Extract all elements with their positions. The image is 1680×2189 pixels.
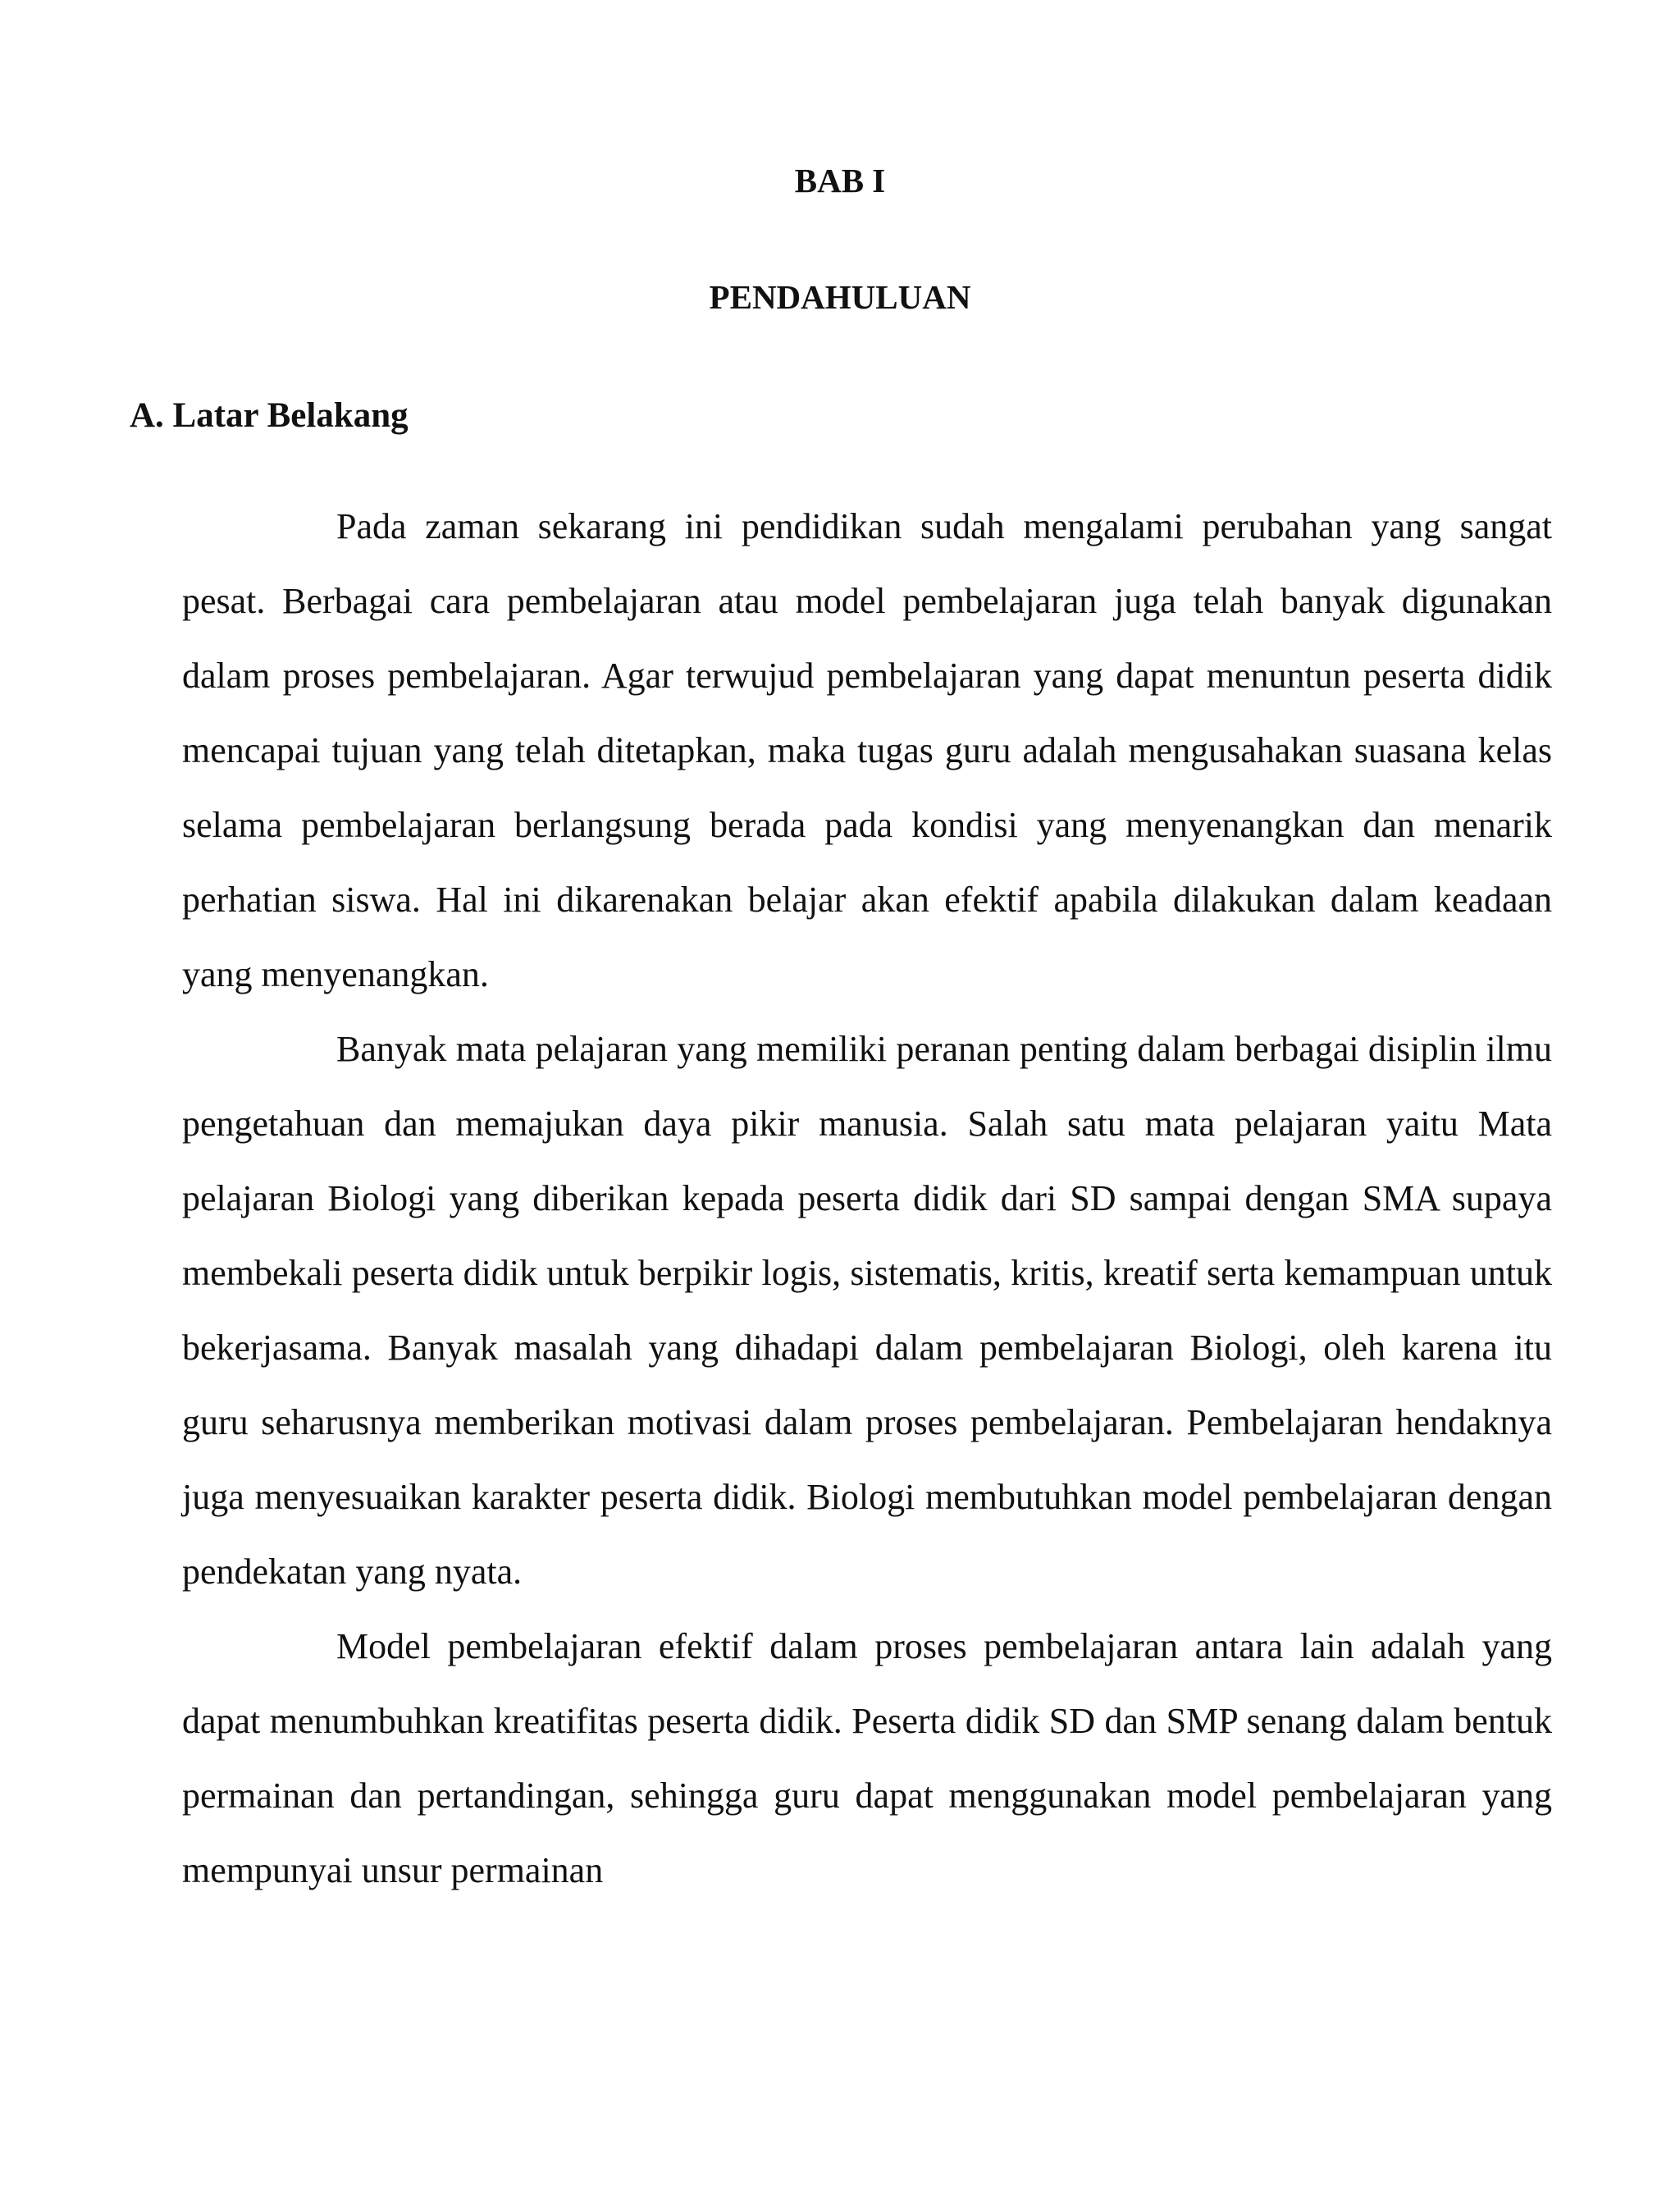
chapter-title: PENDAHULUAN xyxy=(709,278,971,316)
paragraph-1: Pada zaman sekarang ini pendidikan sudah mengalami perubahan yang sangat pesat. Berbagai cara pembelajaran atau model pembelajaran juga telah banyak digunakan dalam proses pembelajaran. Agar terwujud pembelajaran yang dapat menuntun peserta didik mencapai tujuan yang telah ditetapkan, maka tugas guru adalah mengusahakan suasana kelas selama pembelajaran berlangsung berada pada kondisi yang menyenangkan dan menarik perhatian siswa. Hal ini dikarenakan belajar akan efektif apabila dilakukan dalam keadaan yang menyenangkan. xyxy=(182,506,1552,994)
paragraph-3: Model pembelajaran efektif dalam proses pembelajaran antara lain adalah yang dapat menumbuhkan kreatifitas peserta didik. Peserta didik SD dan SMP senang dalam bentuk permainan dan pertandingan, sehingga guru dapat menggunakan model pembelajaran yang mempunyai unsur permainan xyxy=(182,1626,1552,1890)
chapter-label: BAB I xyxy=(794,162,886,199)
body-text xyxy=(182,489,1552,1908)
section-heading: A. Latar Belakang xyxy=(130,396,409,435)
paragraph-2: Banyak mata pelajaran yang memiliki peranan penting dalam berbagai disiplin ilmu pengetahuan dan memajukan daya pikir manusia. Salah satu mata pelajaran yaitu Mata pelajaran Biologi yang diberikan kepada peserta didik dari SD sampai dengan SMA supaya membekali peserta didik untuk berpikir logis, sistematis, kritis, kreatif serta kemampuan untuk bekerjasama. Banyak masalah yang dihadapi dalam pembelajaran Biologi, oleh karena itu guru seharusnya memberikan motivasi dalam proses pembelajaran. Pembelajaran hendaknya juga menyesuaikan karakter peserta didik. Biologi membutuhkan model pembelajaran dengan pendekatan yang nyata. xyxy=(182,1029,1552,1592)
